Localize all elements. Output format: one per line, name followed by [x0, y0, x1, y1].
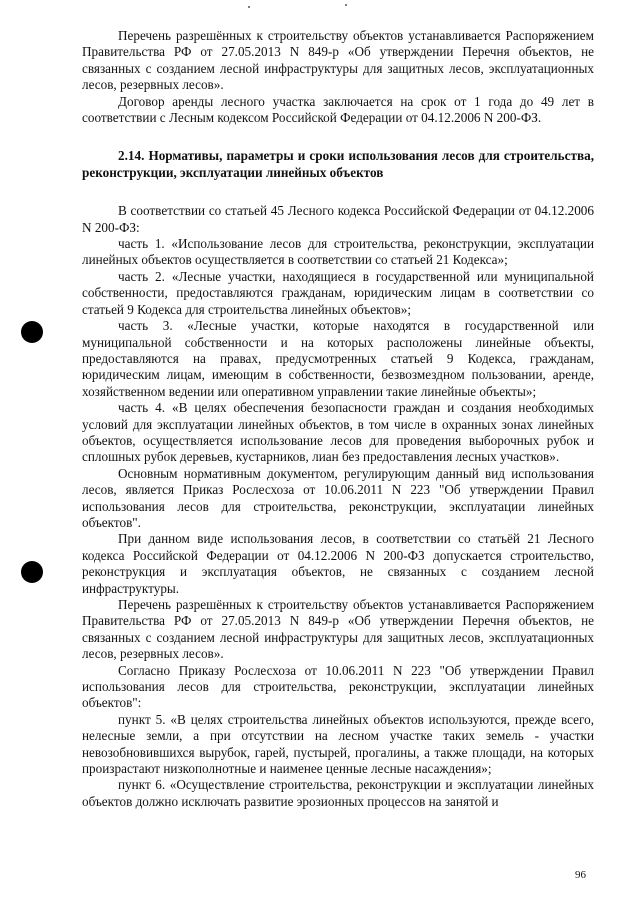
paragraph: часть 3. «Лесные участки, которые находятся в государственной или муниципальной собственности и на которых расположены линейные объекты, предоставляются на правах, предусмотренных статьей 9 Кодекса, гражданам, юридическим лицам, имеющим в собственности, безвозмездном пользовании, аренде, хозяйственном ведении или оперативном управлении такие линейные объекты»;: [82, 318, 594, 399]
binder-hole: [21, 321, 43, 343]
paragraph: часть 1. «Использование лесов для строительства, реконструкции, эксплуатации линейных объектов осуществляется в соответствии со статьей 21 Кодекса»;: [82, 236, 594, 268]
binder-hole: [21, 561, 43, 583]
paragraph: Перечень разрешённых к строительству объектов устанавливается Распоряжением Правительства РФ от 27.05.2013 N 849-р «Об утверждении Перечня объектов, не связанных с созданием лесной инфраструктуры для защитных лесов, эксплуатационных лесов, резервных лесов».: [82, 597, 594, 662]
document-page: [82, 28, 594, 810]
paragraph: Перечень разрешённых к строительству объектов устанавливается Распоряжением Правительства РФ от 27.05.2013 N 849-р «Об утверждении Перечня объектов, не связанных с созданием лесной инфраструктуры для защитных лесов, эксплуатационных лесов, резервных лесов».: [82, 28, 594, 93]
page-number: 96: [575, 869, 586, 881]
scan-speck: [248, 6, 250, 8]
section-heading: 2.14. Нормативы, параметры и сроки использования лесов для строительства, реконструкции, эксплуатации линейных объектов: [82, 148, 594, 180]
paragraph: часть 2. «Лесные участки, находящиеся в государственной или муниципальной собственности, предоставляются гражданам, юридическим лицам в соответствии со статьей 9 Кодекса для строительства линейных объектов»;: [82, 268, 594, 317]
paragraph: Договор аренды лесного участка заключается на срок от 1 года до 49 лет в соответствии с Лесным кодексом Российской Федерации от 04.12.2006 N 200-ФЗ.: [82, 93, 594, 126]
paragraph: Основным нормативным документом, регулирующим данный вид использования лесов, является Приказ Рослесхоза от 10.06.2011 N 223 "Об утверждении Правил использования лесов для строительства, реконструкции, эксплуатации линейных объектов".: [82, 465, 594, 530]
paragraph: часть 4. «В целях обеспечения безопасности граждан и создания необходимых условий для эксплуатации линейных объектов, в том числе в охранных зонах линейных объектов, осуществляется использование лесов для проведения выборочных рубок и сплошных рубок деревьев, кустарников, лиан без предоставления лесных участков».: [82, 400, 594, 465]
paragraph: Согласно Приказу Рослесхоза от 10.06.2011 N 223 "Об утверждении Правил использования лесов для строительства, реконструкции, эксплуатации линейных объектов":: [82, 662, 594, 711]
paragraph: В соответствии со статьей 45 Лесного кодекса Российской Федерации от 04.12.2006 N 200-ФЗ:: [82, 203, 594, 235]
paragraph: пункт 6. «Осуществление строительства, реконструкции и эксплуатации линейных объектов должно исключать развитие эрозионных процессов на занятой и: [82, 777, 594, 809]
scan-speck: [345, 4, 347, 6]
paragraph: пункт 5. «В целях строительства линейных объектов используются, прежде всего, нелесные земли, а при отсутствии на лесном участке таких земель - участки невозобновившихся вырубок, гарей, пустырей, прогалины, а также площади, на которых произрастают низкополнотные и наименее ценные лесные насаждения»;: [82, 711, 594, 777]
paragraph: При данном виде использования лесов, в соответствии со статьёй 21 Лесного кодекса Российской Федерации от 04.12.2006 N 200-ФЗ допускается строительство, реконструкция и эксплуатация объектов, не связанных с созданием лесной инфраструктуры.: [82, 531, 594, 596]
